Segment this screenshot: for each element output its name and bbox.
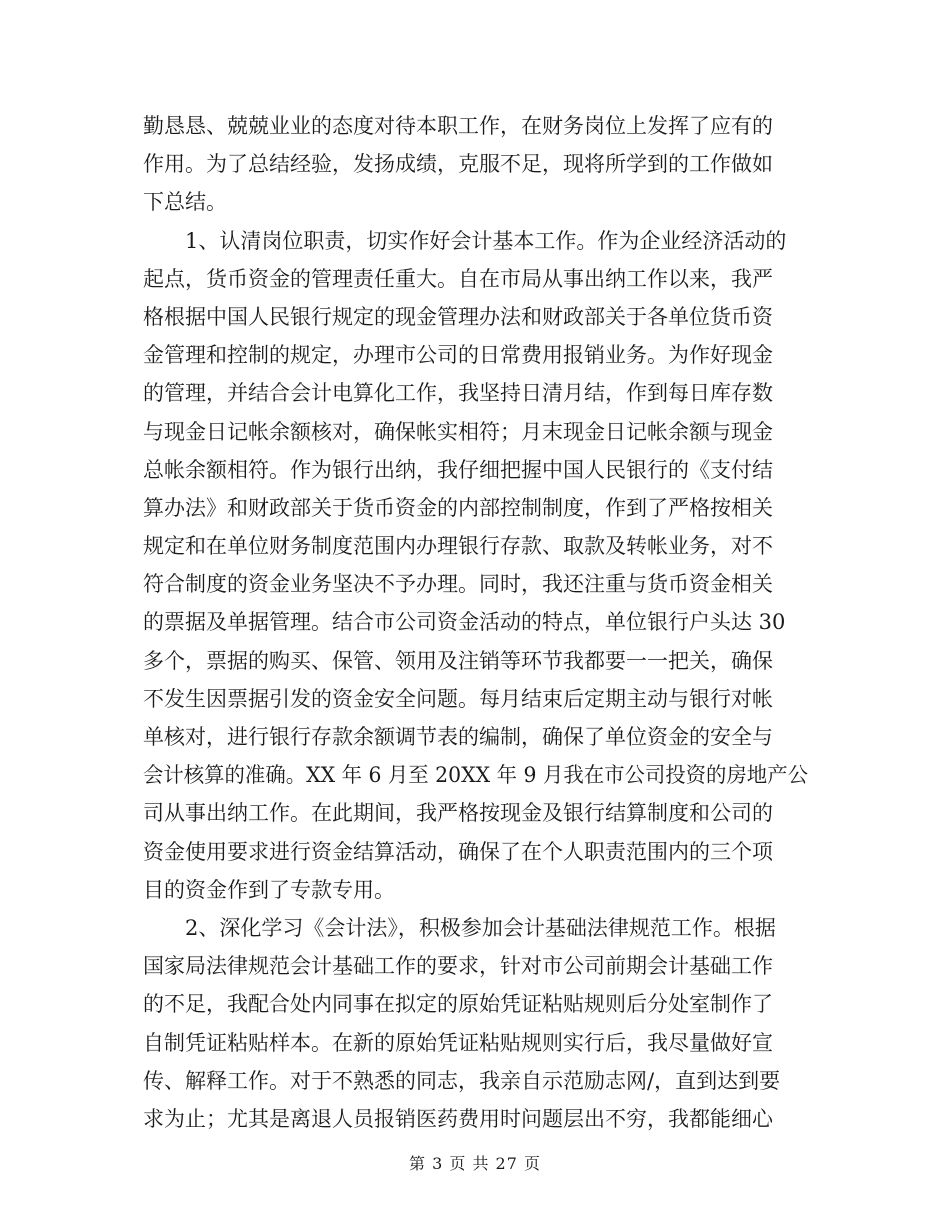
text-line: 算办法》和财政部关于货币资金的内部控制制度，作到了严格按相关 — [143, 495, 773, 520]
text-line: 传、解释工作。对于不熟悉的同志，我亲自示范励志网/，直到达到要 — [143, 1068, 781, 1093]
text-line: 勤恳恳、兢兢业业的态度对待本职工作，在财务岗位上发挥了应有的 — [143, 114, 773, 138]
page-footer: 第 3 页 共 27 页 — [409, 1154, 541, 1173]
text-line: 国家局法律规范会计基础工作的要求，针对市公司前期会计基础工作 — [143, 954, 773, 979]
text-line: 求为止；尤其是离退人员报销医药费用时问题层出不穷，我都能细心 — [143, 1106, 773, 1131]
text-line: 符合制度的资金业务坚决不予办理。同时，我还注重与货币资金相关 — [143, 572, 773, 597]
text-line: 规定和在单位财务制度范围内办理银行存款、取款及转帐业务，对不 — [143, 534, 773, 559]
text-line: 不发生因票据引发的资金安全问题。每月结束后定期主动与银行对帐 — [143, 686, 773, 711]
text-line: 司从事出纳工作。在此期间，我严格按现金及银行结算制度和公司的 — [143, 801, 773, 826]
paragraph-start-line: 2、深化学习《会计法》，积极参加会计基础法律规范工作。根据 — [185, 915, 776, 940]
text-line: 起点，货币资金的管理责任重大。自在市局从事出纳工作以来，我严 — [143, 266, 773, 291]
body-text — [143, 107, 808, 1138]
text-line: 自制凭证粘贴样本。在新的原始凭证粘贴规则实行后，我尽量做好宣 — [143, 1030, 773, 1055]
paragraph-start-line: 1、认清岗位职责，切实作好会计基本工作。作为企业经济活动的 — [185, 228, 787, 253]
text-line: 会计核算的准确。XX 年 6 月至 20XX 年 9 月我在市公司投资的房地产公 — [143, 763, 808, 788]
text-line: 多个，票据的购买、保管、领用及注销等环节我都要一一把关，确保 — [143, 648, 773, 673]
text-line: 下总结。 — [143, 190, 227, 215]
text-line: 作用。为了总结经验，发扬成绩，克服不足，现将所学到的工作做如 — [143, 152, 773, 177]
text-line: 与现金日记帐余额核对，确保帐实相符；月末现金日记帐余额与现金 — [143, 419, 773, 444]
text-line: 的管理，并结合会计电算化工作，我坚持日清月结，作到每日库存数 — [143, 381, 773, 406]
text-line: 金管理和控制的规定，办理市公司的日常费用报销业务。为作好现金 — [143, 343, 773, 368]
text-line: 目的资金作到了专款专用。 — [143, 877, 395, 902]
text-line: 的不足，我配合处内同事在拟定的原始凭证粘贴规则后分处室制作了 — [143, 992, 773, 1017]
text-line: 格根据中国人民银行规定的现金管理办法和财政部关于各单位货币资 — [143, 304, 773, 329]
text-line: 总帐余额相符。作为银行出纳，我仔细把握中国人民银行的《支付结 — [143, 457, 773, 482]
text-line: 单核对，进行银行存款余额调节表的编制，确保了单位资金的安全与 — [143, 725, 773, 749]
text-line: 资金使用要求进行资金结算活动，确保了在个人职责范围内的三个项 — [143, 839, 773, 864]
text-line: 的票据及单据管理。结合市公司资金活动的特点，单位银行户头达 30 — [143, 610, 786, 635]
